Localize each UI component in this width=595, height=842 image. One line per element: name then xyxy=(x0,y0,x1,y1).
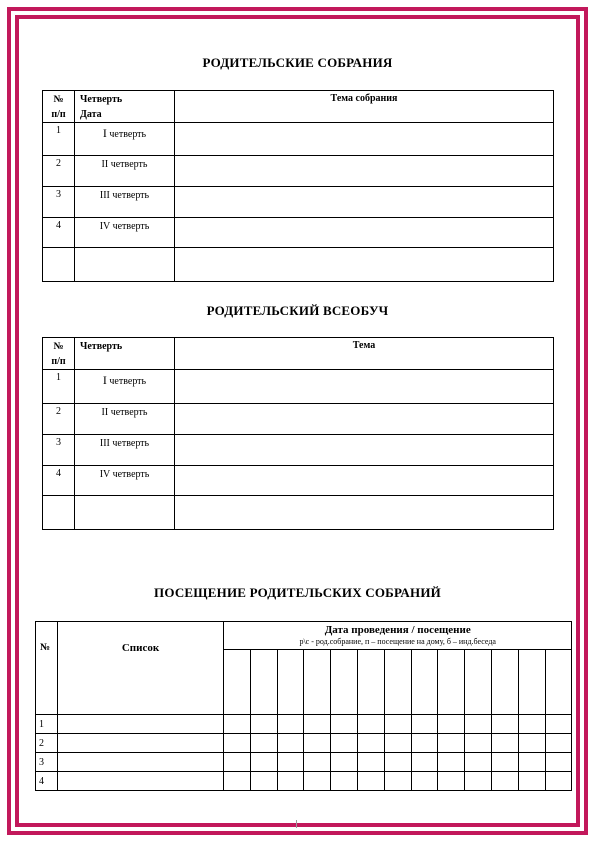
attendance-cell[interactable] xyxy=(331,753,358,772)
table-row-empty xyxy=(43,496,554,530)
attendance-cell[interactable] xyxy=(518,772,545,791)
quarter-roman: I xyxy=(102,126,107,140)
attendance-cell[interactable] xyxy=(277,715,304,734)
attendance-cell[interactable] xyxy=(518,715,545,734)
attendance-cell[interactable] xyxy=(250,734,277,753)
date-column-cell[interactable] xyxy=(277,650,304,715)
row-number: 3 xyxy=(43,187,75,218)
attendance-cell[interactable] xyxy=(224,734,251,753)
row-quarter xyxy=(75,466,175,496)
row-quarter xyxy=(75,404,175,435)
table-row xyxy=(36,753,572,772)
date-column-cell[interactable] xyxy=(224,650,251,715)
empty-cell[interactable] xyxy=(175,496,554,530)
row-theme-cell[interactable] xyxy=(175,156,554,187)
table-row xyxy=(36,734,572,753)
attendance-cell[interactable] xyxy=(384,734,411,753)
table-row xyxy=(43,370,554,404)
header-theme: Тема xyxy=(175,338,554,370)
header-date xyxy=(224,622,572,650)
row-theme-cell[interactable] xyxy=(175,187,554,218)
row-number: 2 xyxy=(43,156,75,187)
attendance-cell[interactable] xyxy=(411,734,438,753)
attendance-cell[interactable] xyxy=(250,772,277,791)
table-row xyxy=(43,123,554,156)
header-number-symbol: № xyxy=(53,341,64,352)
section-title-attendance: ПОСЕЩЕНИЕ РОДИТЕЛЬСКИХ СОБРАНИЙ xyxy=(154,585,441,600)
table-header-row xyxy=(43,338,554,370)
date-column-cell[interactable] xyxy=(411,650,438,715)
header-number xyxy=(43,338,75,370)
row-quarter xyxy=(75,187,175,218)
table-row-empty xyxy=(43,248,554,282)
attendance-cell[interactable] xyxy=(545,753,572,772)
quarter-word: четверть xyxy=(112,221,150,232)
quarter-word: четверть xyxy=(109,376,147,387)
date-column-cell[interactable] xyxy=(331,650,358,715)
quarter-roman: III xyxy=(99,438,110,449)
attendance-cell[interactable] xyxy=(304,734,331,753)
quarter-roman: III xyxy=(99,190,110,201)
row-quarter xyxy=(75,370,175,404)
attendance-cell[interactable] xyxy=(545,772,572,791)
quarter-roman: II xyxy=(101,407,109,418)
attendance-cell[interactable] xyxy=(518,734,545,753)
quarter-word: четверть xyxy=(112,438,150,449)
attendance-cell[interactable] xyxy=(304,772,331,791)
header-quarter: Четверть xyxy=(75,338,175,370)
attendance-cell[interactable] xyxy=(357,734,384,753)
row-theme-cell[interactable] xyxy=(175,370,554,404)
table-row xyxy=(43,187,554,218)
empty-cell[interactable] xyxy=(75,496,175,530)
row-theme-cell[interactable] xyxy=(175,435,554,466)
header-theme: Тема собрания xyxy=(175,91,554,123)
header-date: Дата xyxy=(80,109,102,120)
table-row xyxy=(43,466,554,496)
attendance-cell[interactable] xyxy=(331,772,358,791)
attendance-cell[interactable] xyxy=(224,753,251,772)
row-theme-cell[interactable] xyxy=(175,218,554,248)
attendance-cell[interactable] xyxy=(438,715,465,734)
quarter-word: четверть xyxy=(112,469,150,480)
header-number-symbol: № xyxy=(53,94,64,105)
attendance-cell[interactable] xyxy=(250,715,277,734)
table-row xyxy=(43,435,554,466)
row-quarter xyxy=(75,218,175,248)
header-list: Список xyxy=(58,622,224,715)
attendance-cell[interactable] xyxy=(277,734,304,753)
section-title-parent-meetings: РОДИТЕЛЬСКИЕ СОБРАНИЯ xyxy=(202,55,393,70)
attendance-cell[interactable] xyxy=(465,772,492,791)
attendance-table xyxy=(35,621,572,791)
page-fold-mark xyxy=(296,820,297,828)
date-column-cell[interactable] xyxy=(250,650,277,715)
parent-education-table xyxy=(42,337,554,530)
attendance-cell[interactable] xyxy=(491,734,518,753)
attendance-cell[interactable] xyxy=(465,734,492,753)
attendance-cell[interactable] xyxy=(411,772,438,791)
attendance-cell[interactable] xyxy=(304,753,331,772)
attendance-cell[interactable] xyxy=(384,715,411,734)
empty-cell[interactable] xyxy=(43,248,75,282)
attendance-cell[interactable] xyxy=(491,772,518,791)
quarter-roman: IV xyxy=(99,469,111,480)
attendance-cell[interactable] xyxy=(277,753,304,772)
attendance-cell[interactable] xyxy=(357,715,384,734)
row-number: 1 xyxy=(43,370,75,404)
row-name-cell[interactable] xyxy=(58,734,224,753)
attendance-cell[interactable] xyxy=(465,715,492,734)
row-number: 4 xyxy=(36,772,58,791)
attendance-cell[interactable] xyxy=(411,715,438,734)
header-number-label: п/п xyxy=(51,356,66,367)
attendance-cell[interactable] xyxy=(304,715,331,734)
section-title-parent-education: РОДИТЕЛЬСКИЙ ВСЕОБУЧ xyxy=(206,303,389,318)
row-name-cell[interactable] xyxy=(58,772,224,791)
quarter-word: четверть xyxy=(110,159,148,170)
empty-cell[interactable] xyxy=(175,248,554,282)
attendance-cell[interactable] xyxy=(224,772,251,791)
row-number: 4 xyxy=(43,218,75,248)
attendance-cell[interactable] xyxy=(277,772,304,791)
table-header-row xyxy=(36,622,572,650)
attendance-cell[interactable] xyxy=(357,772,384,791)
date-column-cell[interactable] xyxy=(438,650,465,715)
table-row xyxy=(43,218,554,248)
attendance-cell[interactable] xyxy=(545,734,572,753)
row-quarter xyxy=(75,123,175,156)
quarter-roman: IV xyxy=(99,221,111,232)
row-name-cell[interactable] xyxy=(58,753,224,772)
attendance-cell[interactable] xyxy=(438,772,465,791)
date-column-cell[interactable] xyxy=(518,650,545,715)
row-quarter xyxy=(75,435,175,466)
attendance-cell[interactable] xyxy=(411,753,438,772)
row-theme-cell[interactable] xyxy=(175,466,554,496)
date-column-cell[interactable] xyxy=(545,650,572,715)
quarter-word: четверть xyxy=(109,129,147,140)
attendance-cell[interactable] xyxy=(224,715,251,734)
attendance-cell[interactable] xyxy=(465,753,492,772)
attendance-cell[interactable] xyxy=(438,753,465,772)
attendance-cell[interactable] xyxy=(357,753,384,772)
date-column-cell[interactable] xyxy=(465,650,492,715)
table-header-row xyxy=(43,91,554,123)
row-number: 1 xyxy=(36,715,58,734)
date-column-cell[interactable] xyxy=(304,650,331,715)
row-number: 3 xyxy=(43,435,75,466)
header-date-title: Дата проведения / посещение xyxy=(324,624,471,636)
quarter-word: четверть xyxy=(112,190,150,201)
table-row xyxy=(36,715,572,734)
attendance-cell[interactable] xyxy=(491,715,518,734)
header-number xyxy=(43,91,75,123)
table-row xyxy=(43,156,554,187)
empty-cell[interactable] xyxy=(75,248,175,282)
row-theme-cell[interactable] xyxy=(175,123,554,156)
date-column-cell[interactable] xyxy=(384,650,411,715)
row-quarter xyxy=(75,156,175,187)
attendance-cell[interactable] xyxy=(331,734,358,753)
attendance-cell[interactable] xyxy=(384,772,411,791)
quarter-roman: I xyxy=(102,373,107,387)
parent-meetings-table xyxy=(42,90,554,282)
attendance-cell[interactable] xyxy=(250,753,277,772)
empty-cell[interactable] xyxy=(43,496,75,530)
header-date-legend: р\с - род.собрание, п – посещение на дому, б – инд.беседа xyxy=(299,637,496,646)
quarter-roman: II xyxy=(101,159,109,170)
attendance-cell[interactable] xyxy=(491,753,518,772)
table-row xyxy=(36,772,572,791)
date-column-cell[interactable] xyxy=(357,650,384,715)
row-number: 1 xyxy=(43,123,75,156)
quarter-word: четверть xyxy=(110,407,148,418)
header-quarter-date xyxy=(75,91,175,123)
header-number-label: п/п xyxy=(51,109,66,120)
row-number: 2 xyxy=(36,734,58,753)
row-number: 3 xyxy=(36,753,58,772)
header-quarter: Четверть xyxy=(80,94,123,105)
row-name-cell[interactable] xyxy=(58,715,224,734)
attendance-cell[interactable] xyxy=(384,753,411,772)
row-number: 2 xyxy=(43,404,75,435)
header-number: № xyxy=(36,622,58,715)
attendance-cell[interactable] xyxy=(545,715,572,734)
attendance-cell[interactable] xyxy=(438,734,465,753)
row-number: 4 xyxy=(43,466,75,496)
attendance-cell[interactable] xyxy=(518,753,545,772)
table-row xyxy=(43,404,554,435)
attendance-cell[interactable] xyxy=(331,715,358,734)
row-theme-cell[interactable] xyxy=(175,404,554,435)
date-column-cell[interactable] xyxy=(491,650,518,715)
